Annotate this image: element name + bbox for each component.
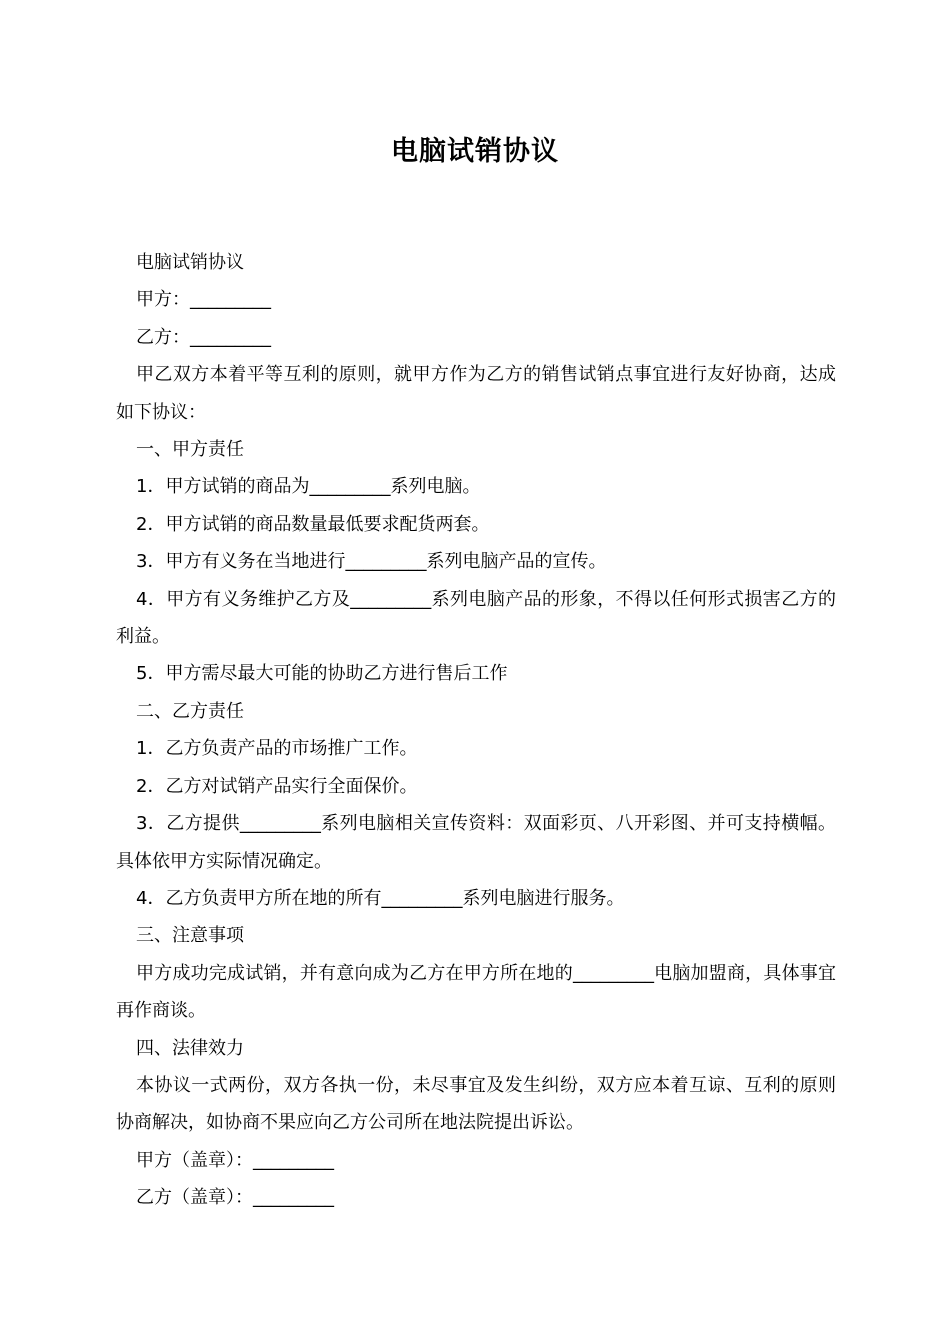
party-b-line: 乙方：_________ [136, 326, 271, 348]
section-heading-legal: 四、法律效力 [136, 1037, 244, 1059]
clause-b-1: 1．乙方负责产品的市场推广工作。 [136, 738, 418, 760]
preamble-paragraph: 甲乙双方本着平等互利的原则，就甲方作为乙方的销售试销点事宜进行友好协商，达成如下协议： [116, 364, 836, 423]
clause-a-3: 3．甲方有义务在当地进行_________系列电脑产品的宣传。 [136, 551, 607, 573]
section-heading-notes: 三、注意事项 [136, 925, 244, 947]
clause-b-4: 4．乙方负责甲方所在地的所有_________系列电脑进行服务。 [136, 887, 625, 909]
legal-paragraph: 本协议一式两份，双方各执一份，未尽事宜及发生纠纷，双方应本着互谅、互利的原则协商解决，如协商不果应向乙方公司所在地法院提出诉讼。 [116, 1074, 836, 1134]
notes-paragraph: 甲方成功完成试销，并有意向成为乙方在甲方所在地的_________电脑加盟商，具体事宜再作商谈。 [116, 962, 836, 1022]
clause-a-5: 5．甲方需尽最大可能的协助乙方进行售后工作 [136, 663, 508, 685]
section-heading-party-b: 二、乙方责任 [136, 700, 244, 722]
document-title: 电脑试销协议 [391, 136, 559, 167]
document-body [116, 244, 836, 1217]
clause-b-3: 3．乙方提供_________系列电脑相关宣传资料：双面彩页、八开彩图、并可支持横幅。具体依甲方实际情况确定。 [116, 813, 836, 872]
clause-a-2: 2．甲方试销的商品数量最低要求配货两套。 [136, 513, 490, 535]
section-heading-party-a: 一、甲方责任 [136, 439, 244, 461]
subtitle-paragraph: 电脑试销协议 [136, 252, 244, 273]
party-a-seal-line: 甲方（盖章）：_________ [136, 1149, 334, 1171]
party-a-line: 甲方：_________ [136, 289, 271, 311]
clause-a-4: 4．甲方有义务维护乙方及_________系列电脑产品的形象，不得以任何形式损害乙方的利益。 [116, 588, 836, 648]
party-b-seal-line: 乙方（盖章）：_________ [136, 1187, 334, 1209]
clause-b-2: 2．乙方对试销产品实行全面保价。 [136, 775, 418, 797]
clause-a-1: 1．甲方试销的商品为_________系列电脑。 [136, 476, 481, 498]
